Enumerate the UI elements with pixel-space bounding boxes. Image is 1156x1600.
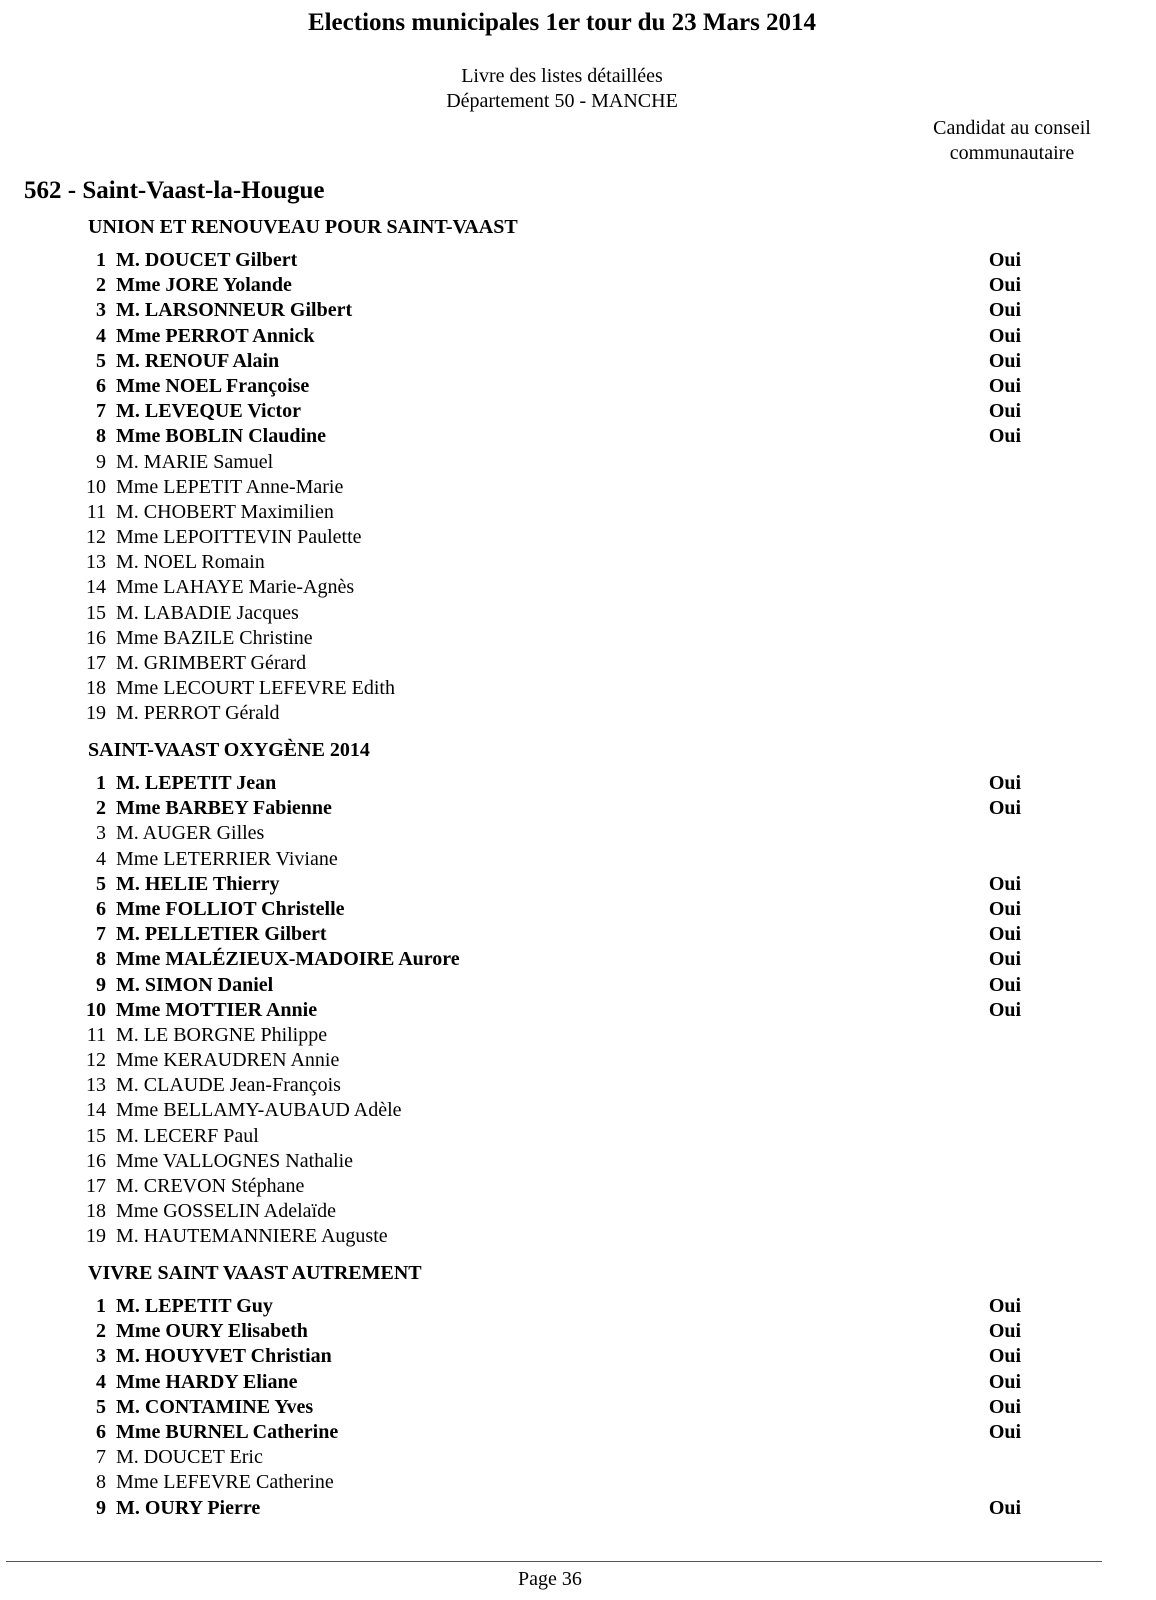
candidate-name: M. AUGER Gilles xyxy=(116,822,265,845)
candidate-number: 5 xyxy=(96,872,106,895)
candidate-name: Mme LEPOITTEVIN Paulette xyxy=(116,526,362,549)
candidate-number: 19 xyxy=(86,1225,106,1248)
conseil-communautaire-flag: Oui xyxy=(988,948,1022,971)
candidate-row xyxy=(0,897,1156,922)
candidate-name: M. LE BORGNE Philippe xyxy=(116,1023,328,1046)
candidate-name: Mme BELLAMY-AUBAUD Adèle xyxy=(116,1099,402,1122)
candidate-number: 4 xyxy=(96,324,106,347)
candidate-number: 16 xyxy=(86,1149,106,1172)
candidate-name: Mme LEPETIT Anne-Marie xyxy=(116,475,344,498)
candidate-name: M. HELIE Thierry xyxy=(116,872,280,895)
conseil-communautaire-flag: Oui xyxy=(988,349,1022,372)
list-name: UNION ET RENOUVEAU POUR SAINT-VAAST xyxy=(88,216,518,238)
candidate-number: 7 xyxy=(96,923,106,946)
candidate-row xyxy=(0,1319,1156,1344)
candidate-name: Mme LAHAYE Marie-Agnès xyxy=(116,576,355,599)
candidate-row xyxy=(0,450,1156,475)
candidate-name: Mme PERROT Annick xyxy=(116,324,315,347)
candidate-row xyxy=(0,771,1156,796)
candidate-row xyxy=(0,324,1156,349)
candidate-number: 18 xyxy=(86,1200,106,1223)
candidate-row xyxy=(0,1344,1156,1369)
candidate-number: 8 xyxy=(96,1471,106,1494)
subtitle-line-book: Livre des listes détaillées xyxy=(461,65,663,87)
candidate-name: Mme JORE Yolande xyxy=(116,274,292,297)
candidate-name: M. LARSONNEUR Gilbert xyxy=(116,299,353,322)
candidate-number: 7 xyxy=(96,400,106,423)
conseil-communautaire-flag: Oui xyxy=(988,425,1022,448)
candidate-number: 14 xyxy=(86,1099,106,1122)
candidate-row xyxy=(0,1023,1156,1048)
candidate-name: M. MARIE Samuel xyxy=(116,450,274,473)
candidate-row xyxy=(0,1470,1156,1495)
column-header-line-2: communautaire xyxy=(949,142,1075,164)
candidate-number: 5 xyxy=(96,1395,106,1418)
page-number: Page 36 xyxy=(518,1568,582,1590)
candidate-name: M. PERROT Gérald xyxy=(116,702,280,725)
candidate-number: 1 xyxy=(96,249,106,271)
candidate-name: Mme MALÉZIEUX-MADOIRE Aurore xyxy=(116,948,460,971)
candidate-row xyxy=(0,922,1156,947)
candidate-row xyxy=(0,550,1156,575)
page-title: Elections municipales 1er tour du 23 Mars 2014 xyxy=(307,9,817,36)
list-rows xyxy=(0,1294,1156,1521)
candidate-name: Mme BAZILE Christine xyxy=(116,626,313,649)
candidate-name: Mme BOBLIN Claudine xyxy=(116,425,327,448)
candidate-name: Mme KERAUDREN Annie xyxy=(116,1049,340,1072)
conseil-communautaire-flag: Oui xyxy=(988,1420,1022,1443)
conseil-communautaire-flag: Oui xyxy=(988,1395,1022,1418)
candidate-name: Mme NOEL Françoise xyxy=(116,374,310,397)
candidate-name: M. GRIMBERT Gérard xyxy=(116,652,307,674)
candidate-row xyxy=(0,475,1156,500)
list-rows xyxy=(0,248,1156,727)
candidate-name: Mme LEFEVRE Catherine xyxy=(116,1471,334,1494)
candidate-row xyxy=(0,248,1156,273)
candidate-number: 19 xyxy=(86,702,106,725)
candidate-row xyxy=(0,947,1156,972)
candidate-name: M. HOUYVET Christian xyxy=(116,1345,332,1368)
candidate-row xyxy=(0,424,1156,449)
candidate-number: 3 xyxy=(96,1345,106,1368)
candidate-number: 15 xyxy=(86,601,106,624)
candidate-name: Mme VALLOGNES Nathalie xyxy=(116,1149,354,1172)
candidate-name: M. LEPETIT Jean xyxy=(116,772,277,794)
candidate-row xyxy=(0,1174,1156,1199)
candidate-number: 2 xyxy=(96,274,106,297)
candidate-number: 6 xyxy=(96,1420,106,1443)
candidate-row xyxy=(0,374,1156,399)
candidate-name: Mme OURY Elisabeth xyxy=(116,1320,308,1343)
candidate-number: 16 xyxy=(86,626,106,649)
candidate-row xyxy=(0,1098,1156,1123)
candidate-name: M. LECERF Paul xyxy=(116,1124,259,1147)
commune-heading: 562 - Saint-Vaast-la-Hougue xyxy=(24,177,325,204)
conseil-communautaire-flag: Oui xyxy=(988,872,1022,895)
candidate-number: 11 xyxy=(86,500,106,523)
conseil-communautaire-flag: Oui xyxy=(988,324,1022,347)
conseil-communautaire-flag: Oui xyxy=(988,772,1022,794)
candidate-name: M. CONTAMINE Yves xyxy=(116,1395,314,1418)
candidate-name: M. LEPETIT Guy xyxy=(116,1295,273,1317)
candidate-row xyxy=(0,821,1156,846)
candidate-row xyxy=(0,1370,1156,1395)
candidate-row xyxy=(0,1048,1156,1073)
candidate-row xyxy=(0,1199,1156,1224)
candidate-number: 8 xyxy=(96,425,106,448)
candidate-row xyxy=(0,273,1156,298)
candidate-name: M. DOUCET Gilbert xyxy=(116,249,298,271)
candidate-number: 3 xyxy=(96,299,106,322)
candidate-number: 15 xyxy=(86,1124,106,1147)
footer-divider xyxy=(6,1561,1102,1562)
candidate-number: 7 xyxy=(96,1446,106,1469)
candidate-row xyxy=(0,651,1156,676)
candidate-number: 1 xyxy=(96,772,106,794)
candidate-name: M. NOEL Romain xyxy=(116,551,265,574)
conseil-communautaire-flag: Oui xyxy=(988,400,1022,423)
candidate-name: M. PELLETIER Gilbert xyxy=(116,923,327,946)
candidate-number: 2 xyxy=(96,1320,106,1343)
candidate-name: Mme BARBEY Fabienne xyxy=(116,797,332,820)
candidate-name: Mme FOLLIOT Christelle xyxy=(116,897,345,920)
candidate-number: 6 xyxy=(96,897,106,920)
candidate-row xyxy=(0,998,1156,1023)
candidate-name: M. CHOBERT Maximilien xyxy=(116,500,334,523)
candidate-row xyxy=(0,1420,1156,1445)
conseil-communautaire-flag: Oui xyxy=(988,1295,1022,1317)
list-name: VIVRE SAINT VAAST AUTREMENT xyxy=(88,1262,422,1284)
candidate-row xyxy=(0,575,1156,600)
conseil-communautaire-flag: Oui xyxy=(988,1345,1022,1368)
candidate-name: Mme LETERRIER Viviane xyxy=(116,847,338,870)
conseil-communautaire-flag: Oui xyxy=(988,299,1022,322)
candidate-row xyxy=(0,1224,1156,1249)
candidate-name: Mme MOTTIER Annie xyxy=(116,998,318,1021)
candidate-name: M. OURY Pierre xyxy=(116,1496,261,1519)
list-name: SAINT-VAAST OXYGÈNE 2014 xyxy=(88,739,370,761)
candidate-number: 5 xyxy=(96,349,106,372)
candidate-number: 12 xyxy=(86,526,106,549)
candidate-number: 9 xyxy=(96,1496,106,1519)
candidate-row xyxy=(0,626,1156,651)
candidate-row xyxy=(0,525,1156,550)
candidate-row xyxy=(0,1149,1156,1174)
candidate-row xyxy=(0,676,1156,701)
candidate-name: Mme HARDY Eliane xyxy=(116,1370,298,1393)
conseil-communautaire-flag: Oui xyxy=(988,1496,1022,1519)
candidate-number: 10 xyxy=(86,998,106,1021)
candidate-row xyxy=(0,1294,1156,1319)
candidate-name: M. RENOUF Alain xyxy=(116,349,280,372)
candidate-name: M. CLAUDE Jean-François xyxy=(116,1074,341,1097)
candidate-row xyxy=(0,349,1156,374)
candidate-number: 10 xyxy=(86,475,106,498)
candidate-number: 14 xyxy=(86,576,106,599)
candidate-number: 17 xyxy=(86,652,106,674)
candidate-number: 4 xyxy=(96,847,106,870)
candidate-name: M. SIMON Daniel xyxy=(116,973,274,996)
conseil-communautaire-flag: Oui xyxy=(988,923,1022,946)
subtitle-line-department: Département 50 - MANCHE xyxy=(446,90,678,112)
candidate-row xyxy=(0,500,1156,525)
conseil-communautaire-flag: Oui xyxy=(988,897,1022,920)
candidate-row xyxy=(0,796,1156,821)
document-subtitle xyxy=(0,64,1124,114)
candidate-row xyxy=(0,872,1156,897)
candidate-number: 12 xyxy=(86,1049,106,1072)
candidate-number: 4 xyxy=(96,1370,106,1393)
candidate-number: 9 xyxy=(96,973,106,996)
candidate-row xyxy=(0,973,1156,998)
conseil-communautaire-flag: Oui xyxy=(988,1320,1022,1343)
candidate-name: M. DOUCET Eric xyxy=(116,1446,263,1469)
candidate-number: 18 xyxy=(86,677,106,700)
candidate-row xyxy=(0,1073,1156,1098)
candidate-row xyxy=(0,1395,1156,1420)
conseil-communautaire-flag: Oui xyxy=(988,274,1022,297)
candidate-row xyxy=(0,298,1156,323)
candidate-row xyxy=(0,847,1156,872)
candidate-number: 9 xyxy=(96,450,106,473)
candidate-number: 2 xyxy=(96,797,106,820)
candidate-name: M. CREVON Stéphane xyxy=(116,1175,305,1197)
conseil-communautaire-flag: Oui xyxy=(988,998,1022,1021)
candidate-number: 6 xyxy=(96,374,106,397)
conseil-communautaire-flag: Oui xyxy=(988,797,1022,820)
candidate-name: Mme GOSSELIN Adelaïde xyxy=(116,1200,336,1223)
candidate-number: 13 xyxy=(86,1074,106,1097)
candidate-name: M. LEVEQUE Victor xyxy=(116,400,301,423)
candidate-row xyxy=(0,399,1156,424)
candidate-number: 1 xyxy=(96,1295,106,1317)
candidate-name: M. LABADIE Jacques xyxy=(116,601,299,624)
candidate-number: 8 xyxy=(96,948,106,971)
conseil-communautaire-flag: Oui xyxy=(988,374,1022,397)
candidate-row xyxy=(0,1496,1156,1521)
column-header-conseil-communautaire xyxy=(922,116,1102,166)
candidate-number: 13 xyxy=(86,551,106,574)
column-header-line-1: Candidat au conseil xyxy=(933,117,1091,139)
list-rows xyxy=(0,771,1156,1250)
candidate-row xyxy=(0,1124,1156,1149)
candidate-number: 11 xyxy=(86,1023,106,1046)
candidate-name: Mme BURNEL Catherine xyxy=(116,1420,339,1443)
candidate-row xyxy=(0,701,1156,726)
candidate-number: 17 xyxy=(86,1175,106,1197)
conseil-communautaire-flag: Oui xyxy=(988,973,1022,996)
candidate-name: Mme LECOURT LEFEVRE Edith xyxy=(116,677,395,700)
candidate-row xyxy=(0,1445,1156,1470)
candidate-row xyxy=(0,601,1156,626)
conseil-communautaire-flag: Oui xyxy=(988,1370,1022,1393)
candidate-number: 3 xyxy=(96,822,106,845)
candidate-name: M. HAUTEMANNIERE Auguste xyxy=(116,1225,388,1248)
conseil-communautaire-flag: Oui xyxy=(988,249,1022,271)
